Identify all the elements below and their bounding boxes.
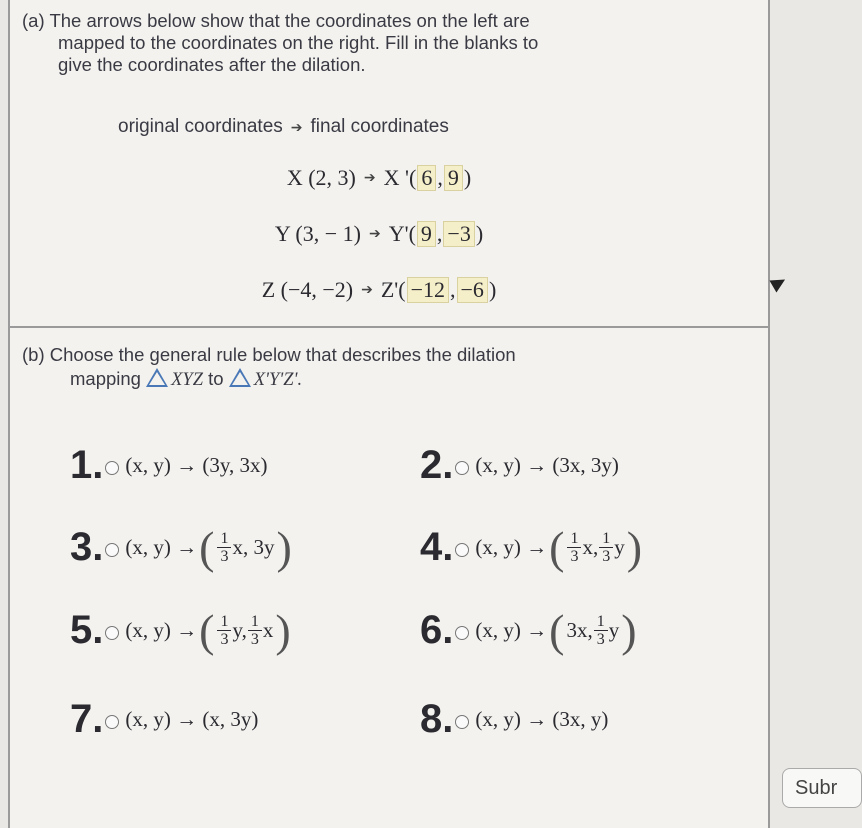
radio-button-option-6[interactable] xyxy=(455,626,469,640)
image-z-label: Z'( xyxy=(380,277,406,302)
open-paren: ( xyxy=(199,604,215,656)
fraction-one-third: $\frac{1}{3}$ xyxy=(567,530,581,565)
original-x: X (2, 3) xyxy=(286,165,356,190)
fraction-one-third: $\frac{1}{3}$ xyxy=(217,530,231,565)
close-paren: ) xyxy=(276,521,292,573)
option-8[interactable] xyxy=(420,697,608,742)
triangle-xyz-prime: X'Y'Z'. xyxy=(253,370,303,390)
image-x-label: X '( xyxy=(383,165,417,190)
option-1[interactable] xyxy=(70,443,267,488)
open-paren: ( xyxy=(549,521,565,573)
blank-y-prime-x[interactable]: 9 xyxy=(417,221,436,247)
option-number: 5. xyxy=(70,608,104,652)
option-4-mid: x, xyxy=(582,535,599,559)
option-7[interactable] xyxy=(70,697,258,742)
fraction-one-third: $\frac{1}{3}$ xyxy=(217,613,231,648)
option-number: 1. xyxy=(70,443,104,487)
original-coordinates-header: original coordinates xyxy=(118,116,283,137)
part-a-line-1: The arrows below show that the coordinates on the left are xyxy=(49,10,530,31)
option-number: 2. xyxy=(420,443,454,487)
blank-y-prime-y[interactable]: −3 xyxy=(443,221,474,247)
option-4-lhs: (x, y) → xyxy=(475,535,548,559)
fraction-one-third: $\frac{1}{3}$ xyxy=(599,530,613,565)
option-5-mid: y, xyxy=(232,618,247,642)
blank-x-prime-x[interactable]: 6 xyxy=(417,165,436,191)
radio-button-option-3[interactable] xyxy=(105,543,119,557)
option-3-rest: x, 3y xyxy=(232,535,275,559)
original-y: Y (3, − 1) xyxy=(274,221,361,246)
close-paren: ) xyxy=(626,521,643,573)
section-divider xyxy=(8,326,770,328)
comma: , xyxy=(436,221,443,246)
part-a-line-2: mapped to the coordinates on the right. Fill in the blanks to xyxy=(58,32,539,53)
triangle-icon xyxy=(146,368,168,387)
arrow-icon: ➔ xyxy=(361,282,373,298)
option-6-pre: 3x, xyxy=(566,618,593,642)
option-number: 3. xyxy=(70,525,104,569)
close-paren: ) xyxy=(275,604,291,656)
radio-button-option-2[interactable] xyxy=(455,461,469,475)
comma: , xyxy=(450,277,456,302)
part-a-line-3: give the coordinates after the dilation. xyxy=(58,54,366,75)
option-5-lhs: (x, y) → xyxy=(125,618,198,642)
arrow-icon: ➔ xyxy=(368,226,381,242)
part-b-mapping-word: mapping xyxy=(70,368,141,389)
part-a-prompt xyxy=(22,10,538,76)
part-b-label: (b) xyxy=(22,344,45,365)
radio-button-option-8[interactable] xyxy=(455,715,469,729)
option-number: 8. xyxy=(420,697,454,741)
radio-button-option-1[interactable] xyxy=(105,461,119,475)
radio-button-option-7[interactable] xyxy=(105,715,119,729)
option-3-lhs: (x, y) → xyxy=(125,535,198,559)
blank-x-prime-y[interactable]: 9 xyxy=(444,165,463,191)
open-paren: ( xyxy=(549,604,565,656)
open-paren: ( xyxy=(199,521,215,573)
triangle-xyz: XYZ xyxy=(171,370,203,390)
option-6[interactable] xyxy=(420,604,639,656)
option-4[interactable] xyxy=(420,521,644,573)
option-2-rule: (x, y) → (3x, 3y) xyxy=(475,453,619,477)
image-y-label: Y'( xyxy=(388,221,416,246)
radio-button-option-4[interactable] xyxy=(455,543,469,557)
option-6-lhs: (x, y) → xyxy=(475,618,548,642)
option-2[interactable] xyxy=(420,443,619,488)
close-paren: ) xyxy=(621,604,637,656)
part-b-line-1: Choose the general rule below that describes the dilation xyxy=(49,344,516,365)
option-number: 4. xyxy=(420,525,454,569)
arrow-icon: ➔ xyxy=(363,170,376,186)
triangle-icon xyxy=(229,368,251,387)
submit-button[interactable]: Subr xyxy=(782,768,862,808)
coordinate-headers xyxy=(118,116,449,138)
option-5-rest: x xyxy=(262,618,274,642)
to-word: to xyxy=(208,368,224,389)
coordinate-row-x xyxy=(0,165,758,191)
arrow-icon: ➔ xyxy=(290,118,303,135)
mouse-cursor-icon xyxy=(769,273,788,292)
comma: , xyxy=(437,165,443,190)
coordinate-row-z xyxy=(0,277,758,303)
option-5[interactable] xyxy=(70,604,293,656)
close-paren: ) xyxy=(463,165,472,190)
close-paren: ) xyxy=(488,277,497,302)
option-number: 6. xyxy=(420,608,454,652)
blank-z-prime-y[interactable]: −6 xyxy=(457,277,488,303)
fraction-one-third: $\frac{1}{3}$ xyxy=(594,613,608,648)
option-number: 7. xyxy=(70,697,104,741)
option-6-rest: y xyxy=(608,618,620,642)
option-4-rest: y xyxy=(614,535,625,559)
original-z: Z (−4, −2) xyxy=(261,277,354,302)
coordinate-row-y xyxy=(0,221,758,247)
fraction-one-third: $\frac{1}{3}$ xyxy=(248,613,262,648)
option-7-rule: (x, y) → (x, 3y) xyxy=(125,707,259,731)
part-a-label: (a) xyxy=(22,10,45,31)
option-8-rule: (x, y) → (3x, y) xyxy=(475,707,609,731)
final-coordinates-header: final coordinates xyxy=(310,116,449,137)
part-b-prompt xyxy=(22,344,516,391)
radio-button-option-5[interactable] xyxy=(105,626,119,640)
option-1-rule: (x, y) → (3y, 3x) xyxy=(125,453,268,477)
blank-z-prime-x[interactable]: −12 xyxy=(407,277,449,303)
close-paren: ) xyxy=(475,221,484,246)
option-3[interactable] xyxy=(70,521,294,573)
